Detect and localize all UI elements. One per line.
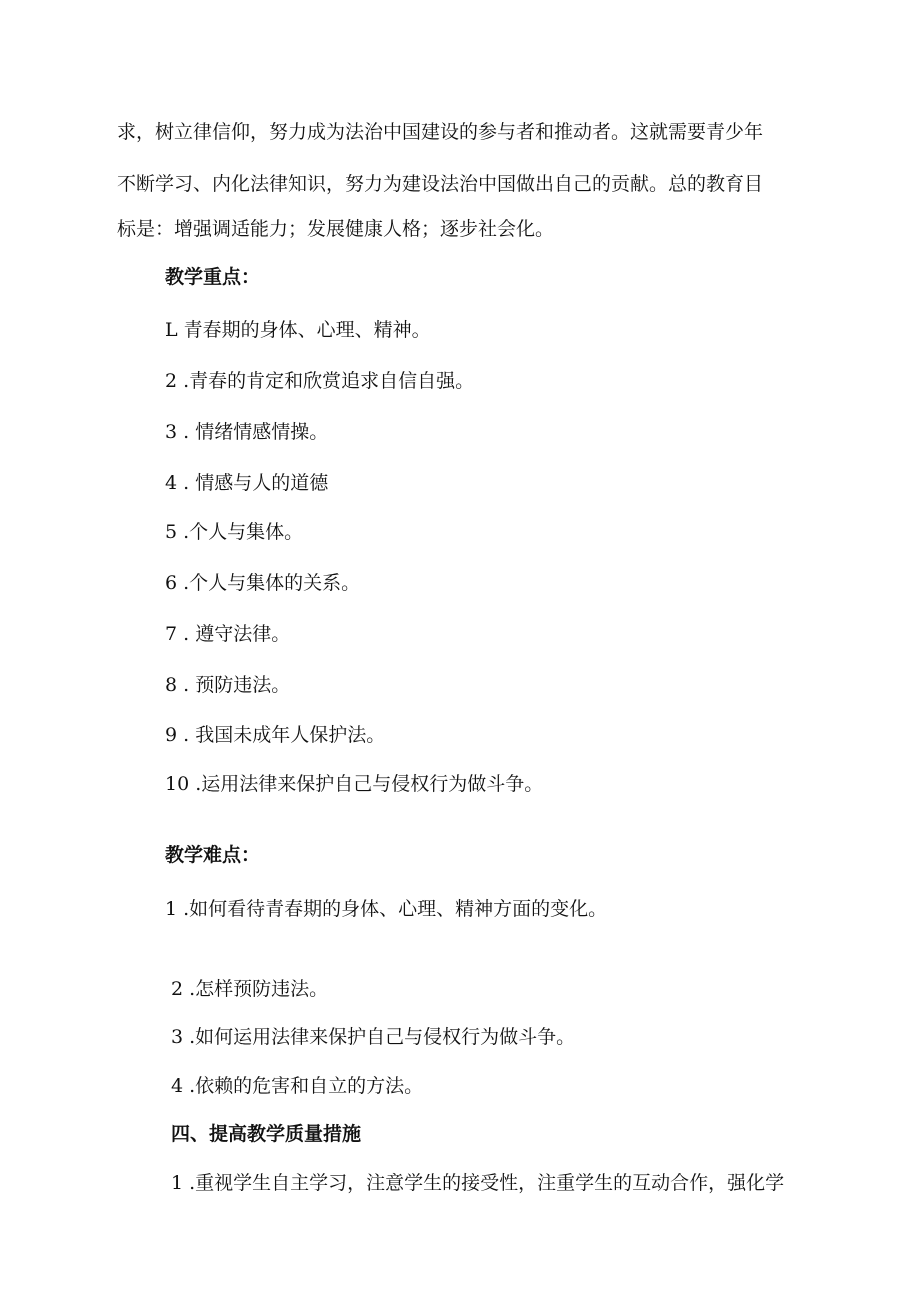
intro-line-2: 不断学习、内化法律知识，努力为建设法治中国做出自己的贡献。总的教育目 xyxy=(117,173,764,195)
key-points-heading: 教学重点： xyxy=(165,266,261,288)
key-point-item: 5 .个人与集体。 xyxy=(165,521,304,543)
difficult-point-item: 4 .依赖的危害和自立的方法。 xyxy=(171,1075,424,1097)
key-point-item: 3 . 情绪情感情操。 xyxy=(165,421,329,443)
difficult-point-item: 3 .如何运用法律来保护自己与侵权行为做斗争。 xyxy=(171,1026,576,1048)
key-point-item: L 青春期的身体、心理、精神。 xyxy=(165,319,431,341)
key-point-item: 4 . 情感与人的道德 xyxy=(165,472,329,494)
key-point-item: 2 .青春的肯定和欣赏追求自信自强。 xyxy=(165,370,475,392)
section-four-item: 1 .重视学生自主学习，注意学生的接受性，注重学生的互动合作，强化学 xyxy=(171,1172,785,1194)
key-point-item: 10 .运用法律来保护自己与侵权行为做斗争。 xyxy=(165,773,544,795)
section-four-heading: 四、提高教学质量措施 xyxy=(171,1123,362,1145)
key-point-item: 8 . 预防违法。 xyxy=(165,674,291,696)
key-point-item: 6 .个人与集体的关系。 xyxy=(165,572,361,594)
intro-line-1: 求，树立律信仰，努力成为法治中国建设的参与者和推动者。这就需要青少年 xyxy=(117,121,764,143)
difficult-point-item: 2 .怎样预防违法。 xyxy=(171,978,329,1000)
difficult-points-heading: 教学难点： xyxy=(165,844,261,866)
key-point-item: 9 . 我国未成年人保护法。 xyxy=(165,724,386,746)
intro-line-3: 标是：增强调适能力；发展健康人格；逐步社会化。 xyxy=(117,218,555,240)
key-point-item: 7 . 遵守法律。 xyxy=(165,623,291,645)
difficult-point-item: 1 .如何看待青春期的身体、心理、精神方面的变化。 xyxy=(165,898,608,920)
